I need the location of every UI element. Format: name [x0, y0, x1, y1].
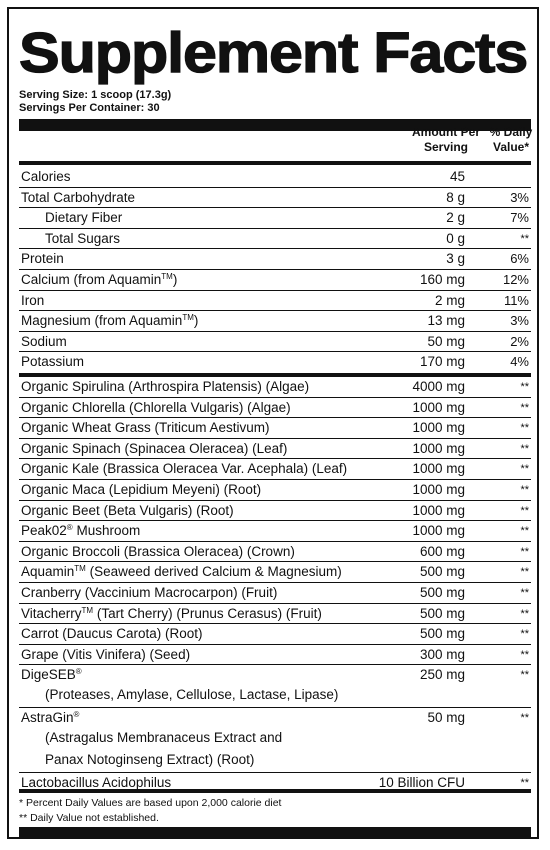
- row-amount: 160 mg: [419, 271, 465, 287]
- row-name: Sodium: [21, 333, 67, 349]
- amount-header-line1: Amount Per: [411, 125, 480, 139]
- ingredient-row: [19, 501, 531, 522]
- servings-per-container: Servings Per Container: 30: [19, 102, 160, 114]
- row-amount: 13 mg: [427, 313, 465, 329]
- row-daily-value: **: [520, 628, 529, 641]
- row-daily-value: 12%: [502, 271, 529, 287]
- amount-header-line2: Serving: [423, 140, 468, 154]
- supplement-facts-panel: [7, 7, 539, 839]
- row-amount: 2 g: [446, 210, 465, 226]
- ingredient-row: [19, 439, 531, 460]
- row-amount: 1000 mg: [412, 502, 465, 518]
- row-subtext: (Proteases, Amylase, Cellulose, Lactase, Lipase): [45, 686, 339, 702]
- footnote-daily-values: * Percent Daily Values are based upon 2,000 calorie diet: [19, 797, 282, 809]
- row-amount: 45: [449, 169, 465, 184]
- ingredient-row: [19, 480, 531, 501]
- row-daily-value: **: [520, 422, 529, 435]
- row-name: Peak02® Mushroom: [21, 523, 141, 539]
- row-name: Total Sugars: [45, 230, 121, 246]
- nutrient-row: [19, 352, 531, 373]
- row-daily-value: 7%: [510, 210, 529, 226]
- row-amount: 500 mg: [419, 605, 465, 621]
- trademark-mark: TM: [161, 271, 173, 281]
- nutrient-row: [19, 311, 531, 332]
- row-name: Calcium (from Aquamin™): [21, 271, 178, 287]
- nutrient-row: [19, 249, 531, 270]
- row-daily-value: **: [520, 401, 529, 414]
- row-name: Organic Spinach (Spinacea Oleracea) (Leaf): [21, 440, 288, 456]
- row-name: Lactobacillus Acidophilus: [21, 774, 172, 790]
- row-amount: 1000 mg: [412, 399, 465, 415]
- nutrient-table: [19, 167, 531, 373]
- row-amount: 500 mg: [419, 626, 465, 642]
- row-name: Organic Kale (Brassica Oleracea Var. Acephala) (Leaf): [21, 461, 348, 477]
- nutrient-row: [19, 332, 531, 353]
- panel-title: Supplement Facts: [19, 21, 528, 85]
- trademark-mark: TM: [81, 605, 94, 615]
- dv-header-line2: Value*: [492, 140, 530, 154]
- row-daily-value: **: [520, 586, 529, 599]
- row-amount: 170 mg: [419, 354, 465, 370]
- amount-per-serving-header: [399, 125, 493, 155]
- ingredient-row: [19, 521, 531, 542]
- ingredient-row: [19, 418, 531, 439]
- trademark-mark: TM: [74, 564, 86, 574]
- row-name: Potassium: [21, 354, 85, 370]
- row-name: Organic Broccoli (Brassica Oleracea) (Crown): [21, 543, 295, 559]
- row-name: Grape (Vitis Vinifera) (Seed): [21, 646, 191, 662]
- row-daily-value: **: [520, 776, 529, 789]
- nutrient-row: [19, 188, 531, 209]
- nutrient-row: [19, 208, 531, 229]
- header-divider: [19, 161, 531, 165]
- trademark-mark: TM: [182, 313, 194, 323]
- row-name: Iron: [21, 292, 45, 308]
- ingredient-table: [19, 377, 531, 793]
- ingredient-row: [19, 583, 531, 604]
- row-amount: 0 g: [446, 230, 465, 246]
- row-amount: 2 mg: [434, 292, 465, 308]
- row-daily-value: **: [520, 566, 529, 579]
- row-daily-value: **: [520, 483, 529, 496]
- row-name: Organic Chlorella (Chlorella Vulgaris) (Algae): [21, 399, 291, 415]
- row-amount: 50 mg: [427, 709, 465, 725]
- row-amount: 1000 mg: [412, 523, 465, 539]
- row-name: Organic Spirulina (Arthrospira Platensis) (Algae): [21, 379, 310, 394]
- row-daily-value: **: [520, 442, 529, 455]
- row-name: Total Carbohydrate: [21, 189, 136, 205]
- ingredient-row: [19, 665, 531, 708]
- row-daily-value: **: [520, 607, 529, 620]
- row-amount: 1000 mg: [412, 481, 465, 497]
- row-amount: 3 g: [446, 251, 465, 267]
- row-amount: 4000 mg: [412, 379, 465, 394]
- row-amount: 50 mg: [427, 333, 465, 349]
- row-amount: 500 mg: [419, 564, 465, 580]
- trademark-mark: ®: [66, 523, 73, 533]
- row-name: Organic Maca (Lepidium Meyeni) (Root): [21, 481, 262, 497]
- ingredient-row: [19, 459, 531, 480]
- daily-value-header: [481, 125, 541, 155]
- row-daily-value: 3%: [510, 313, 529, 329]
- row-name: Calories: [21, 169, 71, 184]
- row-subtext: (Astragalus Membranaceus Extract and: [45, 729, 283, 745]
- ingredient-row: [19, 398, 531, 419]
- ingredient-row: [19, 604, 531, 625]
- row-name: AstraGin®: [21, 709, 80, 725]
- nutrient-row: [19, 291, 531, 312]
- row-daily-value: **: [520, 463, 529, 476]
- bottom-thick-bar: [19, 827, 531, 837]
- row-daily-value: 11%: [503, 292, 529, 308]
- row-amount: 1000 mg: [412, 420, 465, 436]
- row-amount: 300 mg: [419, 646, 465, 662]
- footnote-not-established: ** Daily Value not established.: [19, 812, 159, 824]
- ingredient-row: [19, 377, 531, 398]
- row-daily-value: **: [520, 525, 529, 538]
- row-amount: 250 mg: [419, 667, 465, 683]
- row-daily-value: **: [520, 648, 529, 661]
- row-daily-value: **: [520, 232, 529, 245]
- row-name: Magnesium (from Aquamin™): [21, 313, 199, 329]
- row-name: DigeSEB®: [21, 667, 82, 683]
- row-amount: 1000 mg: [412, 461, 465, 477]
- row-daily-value: **: [520, 504, 529, 517]
- nutrient-row: [19, 229, 531, 250]
- row-daily-value: 4%: [510, 354, 529, 370]
- row-amount: 500 mg: [419, 584, 465, 600]
- ingredient-row: [19, 708, 531, 773]
- row-daily-value: **: [520, 711, 529, 724]
- row-daily-value: **: [520, 545, 529, 558]
- trademark-mark: ®: [73, 709, 80, 719]
- serving-size: Serving Size: 1 scoop (17.3g): [19, 89, 172, 101]
- row-amount: 8 g: [446, 189, 465, 205]
- row-name: Carrot (Daucus Carota) (Root): [21, 626, 203, 642]
- row-daily-value: 2%: [510, 333, 529, 349]
- row-name: Cranberry (Vaccinium Macrocarpon) (Fruit): [21, 584, 278, 600]
- ingredient-row: [19, 645, 531, 666]
- row-amount: 1000 mg: [412, 440, 465, 456]
- row-daily-value: 3%: [510, 189, 529, 205]
- row-name: Protein: [21, 251, 64, 267]
- row-subtext: Panax Notoginseng Extract) (Root): [45, 751, 255, 767]
- row-name: Organic Beet (Beta Vulgaris) (Root): [21, 502, 234, 518]
- row-amount: 600 mg: [419, 543, 465, 559]
- dv-header-line1: % Daily: [489, 125, 533, 139]
- ingredient-row: [19, 542, 531, 563]
- row-amount: 10 Billion CFU: [378, 774, 465, 790]
- ingredient-row: [19, 562, 531, 583]
- footnote-divider: [19, 789, 531, 793]
- row-name: Dietary Fiber: [45, 210, 123, 226]
- row-daily-value: 6%: [510, 251, 529, 267]
- row-daily-value: **: [520, 381, 529, 393]
- row-daily-value: **: [520, 669, 529, 682]
- row-name: Aquamin™ (Seaweed derived Calcium & Magnesium): [21, 564, 342, 580]
- ingredient-row: [19, 624, 531, 645]
- nutrient-row: [19, 167, 531, 188]
- trademark-mark: ®: [75, 667, 82, 677]
- nutrient-row: [19, 270, 531, 291]
- row-name: Vitacherry™ (Tart Cherry) (Prunus Cerasus) (Fruit): [21, 605, 322, 621]
- row-name: Organic Wheat Grass (Triticum Aestivum): [21, 420, 270, 436]
